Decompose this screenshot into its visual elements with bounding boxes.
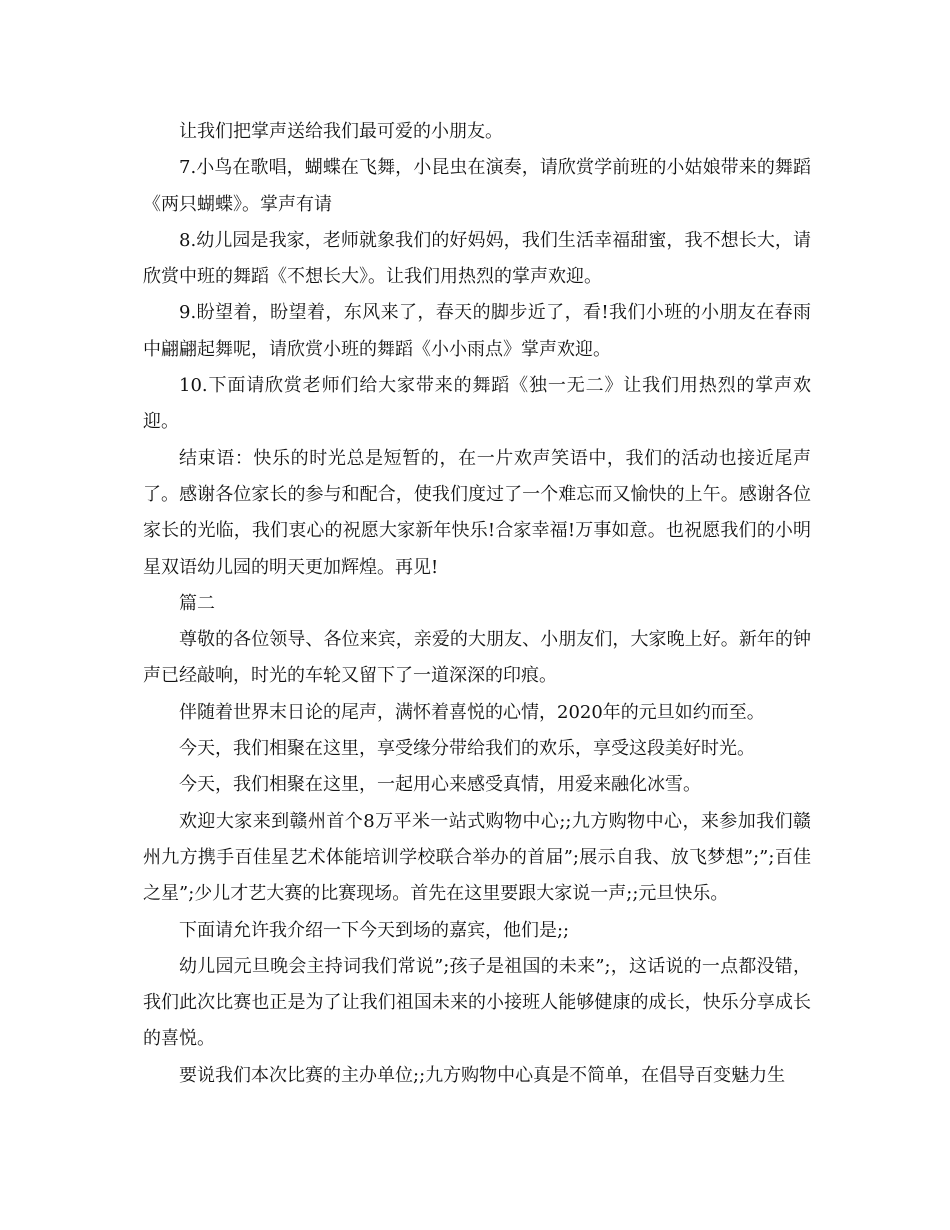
paragraph-closing-remarks: 结束语：快乐的时光总是短暂的，在一片欢声笑语中，我们的活动也接近尾声了。感谢各位家长的参与和配合，使我们度过了一个难忘而又愉快的上午。感谢各位家长的光临，我们衷心的祝愿大家新年快乐!合家幸福!万事如意。也祝愿我们的小明星双语幼儿园的明天更加辉煌。再见! bbox=[143, 447, 811, 578]
paragraph-new-year: 伴随着世界末日论的尾声，满怀着喜悦的心情，2020年的元旦如约而至。 bbox=[179, 701, 765, 723]
paragraph-guest-intro: 下面请允许我介绍一下今天到场的嘉宾，他们是;; bbox=[179, 919, 570, 941]
paragraph-welcome-venue: 欢迎大家来到赣州首个8万平米一站式购物中心;;九方购物中心，来参加我们赣州九方携手百佳星艺术体能培训学校联合举办的首届”;展示自我、放飞梦想”;”;百佳之星”;少儿才艺大赛的比赛现场。首先在这里要跟大家说一声;;元旦快乐。 bbox=[143, 810, 811, 905]
paragraph-item-9: 9.盼望着，盼望着，东风来了，春天的脚步近了，看!我们小班的小朋友在春雨中翩翩起舞呢，请欣赏小班的舞蹈《小小雨点》掌声欢迎。 bbox=[143, 302, 811, 360]
paragraph-organizer: 要说我们本次比赛的主办单位;;九方购物中心真是不简单，在倡导百变魅力生 bbox=[179, 1064, 786, 1086]
paragraph-applause-children: 让我们把掌声送给我们最可爱的小朋友。 bbox=[179, 121, 503, 142]
section-heading: 篇二 bbox=[179, 592, 215, 614]
paragraph-gathering-joy: 今天，我们相聚在这里，享受缘分带给我们的欢乐，享受这段美好时光。 bbox=[179, 738, 755, 760]
paragraph-greeting: 尊敬的各位领导、各位来宾，亲爱的大朋友、小朋友们，大家晚上好。新年的钟声已经敲响，时光的车轮又留下了一道深深的印痕。 bbox=[143, 629, 811, 687]
document-body bbox=[143, 114, 811, 1094]
paragraph-item-10: 10.下面请欣赏老师们给大家带来的舞蹈《独一无二》让我们用热烈的掌声欢迎。 bbox=[143, 375, 811, 433]
paragraph-item-8: 8.幼儿园是我家，老师就象我们的好妈妈，我们生活幸福甜蜜，我不想长大，请欣赏中班的舞蹈《不想长大》。让我们用热烈的掌声欢迎。 bbox=[143, 229, 811, 288]
paragraph-item-7: 7.小鸟在歌唱，蝴蝶在飞舞，小昆虫在演奏，请欣赏学前班的小姑娘带来的舞蹈《两只蝴蝶》。掌声有请 bbox=[143, 157, 811, 215]
paragraph-future: 幼儿园元旦晚会主持词我们常说”;孩子是祖国的未来”;，这话说的一点都没错，我们此次比赛也正是为了让我们祖国未来的小接班人能够健康的成长，快乐分享成长的喜悦。 bbox=[143, 955, 811, 1050]
paragraph-gathering-love: 今天，我们相聚在这里，一起用心来感受真情，用爱来融化冰雪。 bbox=[179, 774, 701, 796]
